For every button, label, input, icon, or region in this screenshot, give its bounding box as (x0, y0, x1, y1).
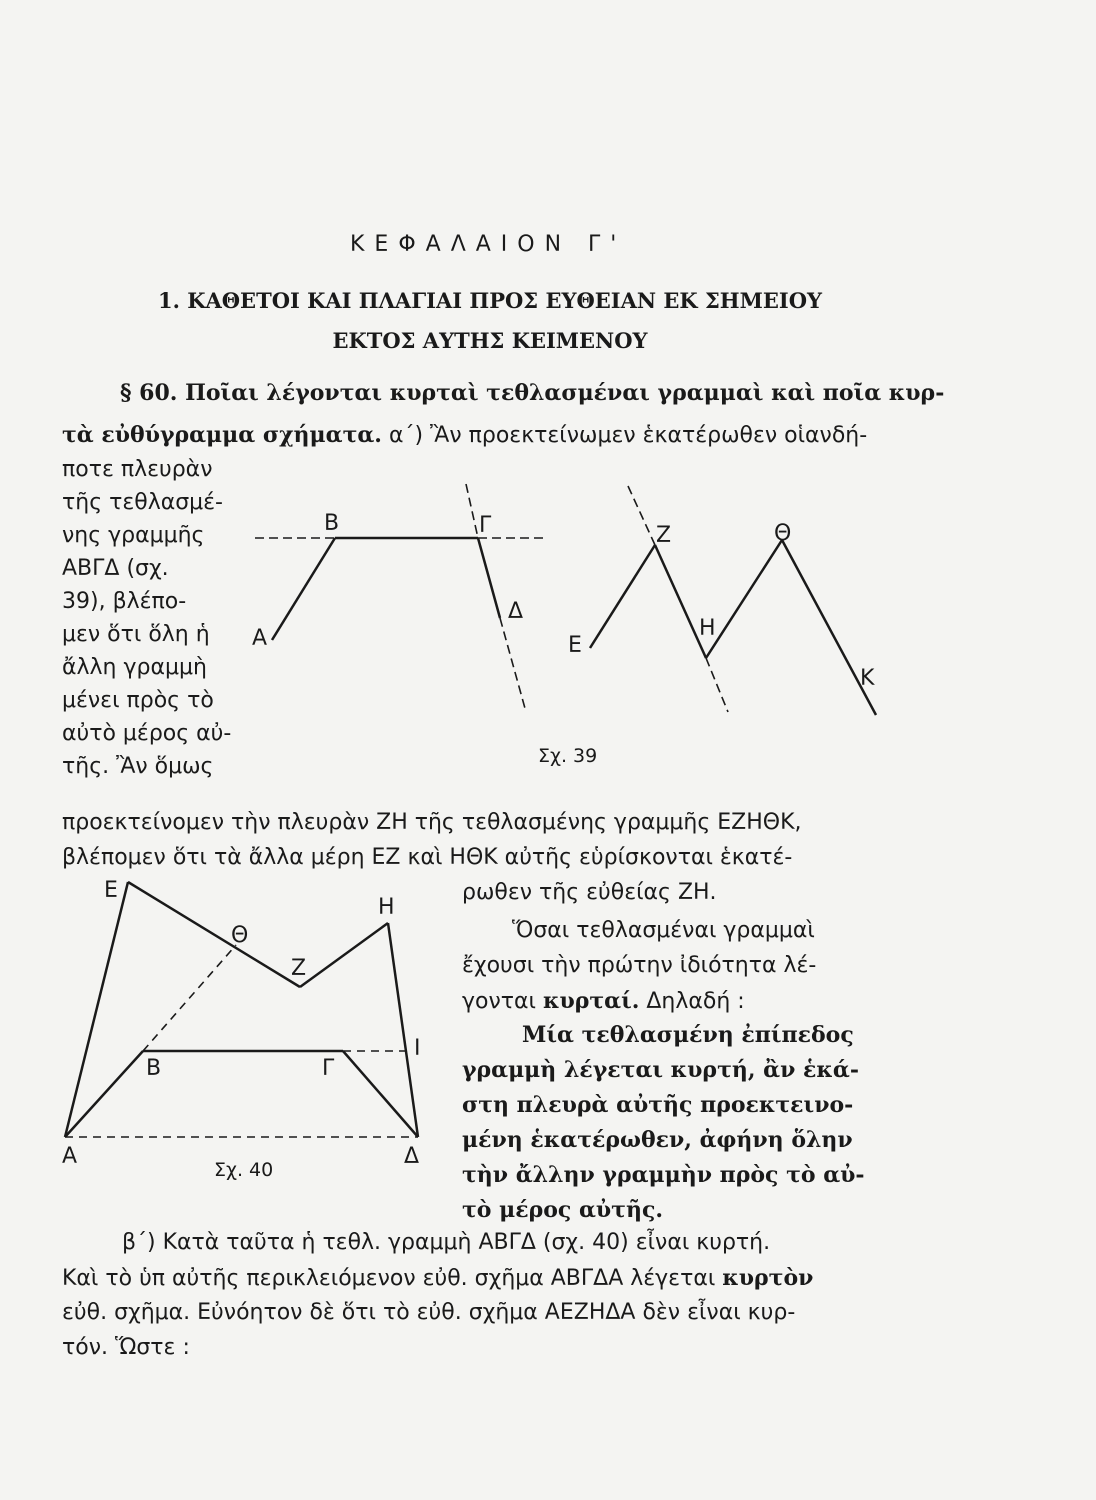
fig40-segment-ZH (300, 923, 388, 987)
side-line-8: μένει πρὸς τὸ (62, 688, 214, 713)
fig39-label-Z: Ζ (656, 523, 672, 548)
fig39-label-K: Κ (860, 666, 875, 691)
kyrtai-post: Δηλαδή : (639, 989, 745, 1014)
side-line-1: ποτε πλευρὰν (62, 457, 213, 482)
side-line-9: αὐτὸ μέρος αὐ- (62, 721, 232, 746)
fig39-label-B: Β (324, 511, 340, 536)
side-line-3: νης γραμμῆς (62, 523, 205, 548)
fig39-caption: Σχ. 39 (538, 745, 598, 767)
chapter-heading: ΚΕΦΑΛΑΙΟΝ Γ' (350, 232, 627, 257)
fig40-label-H: Η (378, 895, 395, 920)
fig40-label-E: Ε (104, 878, 118, 903)
fig40-label-G: Γ (322, 1056, 335, 1081)
fig40-label-Z: Ζ (291, 956, 307, 981)
definition-line-1: Μία τεθλασμένη ἐπίπεδος (522, 1022, 854, 1048)
fig40-segment-EZ (128, 882, 300, 987)
fig40-label-A: Α (62, 1144, 78, 1169)
kyrton-term: κυρτὸν (722, 1265, 814, 1291)
paragraph-60-heading: § 60. Ποῖαι λέγονται κυρταὶ τεθλασμέναι γραμμαὶ καὶ ποῖα κυρ- (120, 380, 945, 406)
definition-line-6: τὸ μέρος αὐτῆς. (462, 1197, 664, 1223)
side-line-10: τῆς. Ἂν ὅμως (62, 754, 214, 779)
fig40-label-D: Δ (404, 1144, 420, 1169)
section-title-line-2: ΕΚΤΟΣ ΑΥΤΗΣ ΚΕΙΜΕΝΟΥ (332, 328, 648, 353)
definition-line-5: τὴν ἄλλην γραμμὴν πρὸς τὸ αὐ- (462, 1162, 865, 1188)
side-line-2: τῆς τεθλασμέ- (62, 490, 223, 515)
fig40-caption: Σχ. 40 (214, 1159, 274, 1181)
side-line-4: ΑΒΓΔ (σχ. (62, 556, 169, 581)
beta-line-4: τόν. Ὥστε : (62, 1335, 190, 1360)
beta-line-1: β΄) Κατὰ ταῦτα ἡ τεθλ. γραμμὴ ΑΒΓΔ (σχ. 40) εἶναι κυρτή. (122, 1230, 771, 1255)
side-line-6: μεν ὅτι ὅλη ἡ (62, 622, 210, 647)
fig39-label-TH: Θ (774, 521, 792, 546)
side-line-7: ἄλλη γραμμὴ (62, 655, 207, 680)
section-title-line-1: 1. ΚΑΘΕΤΟΙ ΚΑΙ ΠΛΑΓΙΑΙ ΠΡΟΣ ΕΥΘΕΙΑΝ ΕΚ ΣΗΜΕΙΟΥ (157, 288, 822, 313)
kyrtai-pre: γονται (462, 989, 543, 1014)
right-line-3: ἔχουσι τὴν πρώτην ἰδιότητα λέ- (462, 953, 817, 978)
fig39-label-H: Η (699, 616, 716, 641)
definition-line-2: γραμμὴ λέγεται κυρτή, ἂν ἑκά- (462, 1057, 859, 1083)
right-line-1: ρωθεν τῆς εὐθείας ΖΗ. (462, 880, 717, 905)
definition-line-3: στη πλευρὰ αὐτῆς προεκτεινο- (462, 1092, 854, 1118)
fig40-segment-HD (388, 923, 418, 1137)
definition-line-4: μένη ἑκατέρωθεν, ἀφήνη ὅλην (462, 1127, 853, 1153)
fig39-label-A: Α (252, 626, 268, 651)
beta-line-2-text: Καὶ τὸ ὑπ αὐτῆς περικλειόμενον εὐθ. σχῆμα ΑΒΓΔΑ λέγεται (62, 1266, 723, 1291)
fig40-diagonal-BTH (143, 945, 236, 1051)
right-line-2: Ὅσαι τεθλασμέναι γραμμαὶ (512, 918, 815, 943)
fig40-segment-AE (65, 882, 128, 1137)
fig40-label-B: Β (146, 1056, 162, 1081)
fig39-label-D: Δ (508, 599, 524, 624)
full-line-2: βλέπομεν ὅτι τὰ ἄλλα μέρη ΕΖ καὶ ΗΘΚ αὐτῆς εὑρίσκονται ἑκατέ- (62, 845, 793, 870)
full-line-1: προεκτείνομεν τὴν πλευρὰν ΖΗ τῆς τεθλασμένης γραμμῆς ΕΖΗΘΚ, (62, 810, 802, 835)
fig40-label-TH: Θ (231, 923, 249, 948)
kyrtai-term: κυρταί. (542, 988, 640, 1014)
paragraph-60-heading-end: τὰ εὐθύγραμμα σχήματα. (62, 422, 382, 448)
paragraph-60-text-a: α΄) Ἂν προεκτείνωμεν ἑκατέρωθεν οἱανδή- (381, 423, 868, 448)
fig40-label-I: Ι (414, 1036, 421, 1061)
beta-line-3: εὐθ. σχῆμα. Εὐνόητον δὲ ὅτι τὸ εὐθ. σχῆμα ΑΕΖΗΔΑ δὲν εἶναι κυρ- (62, 1300, 796, 1325)
fig39-label-G: Γ (479, 513, 492, 538)
beta-line-2 (62, 1265, 813, 1291)
fig39-label-E: Ε (568, 633, 582, 658)
side-line-5: 39), βλέπο- (62, 589, 187, 614)
